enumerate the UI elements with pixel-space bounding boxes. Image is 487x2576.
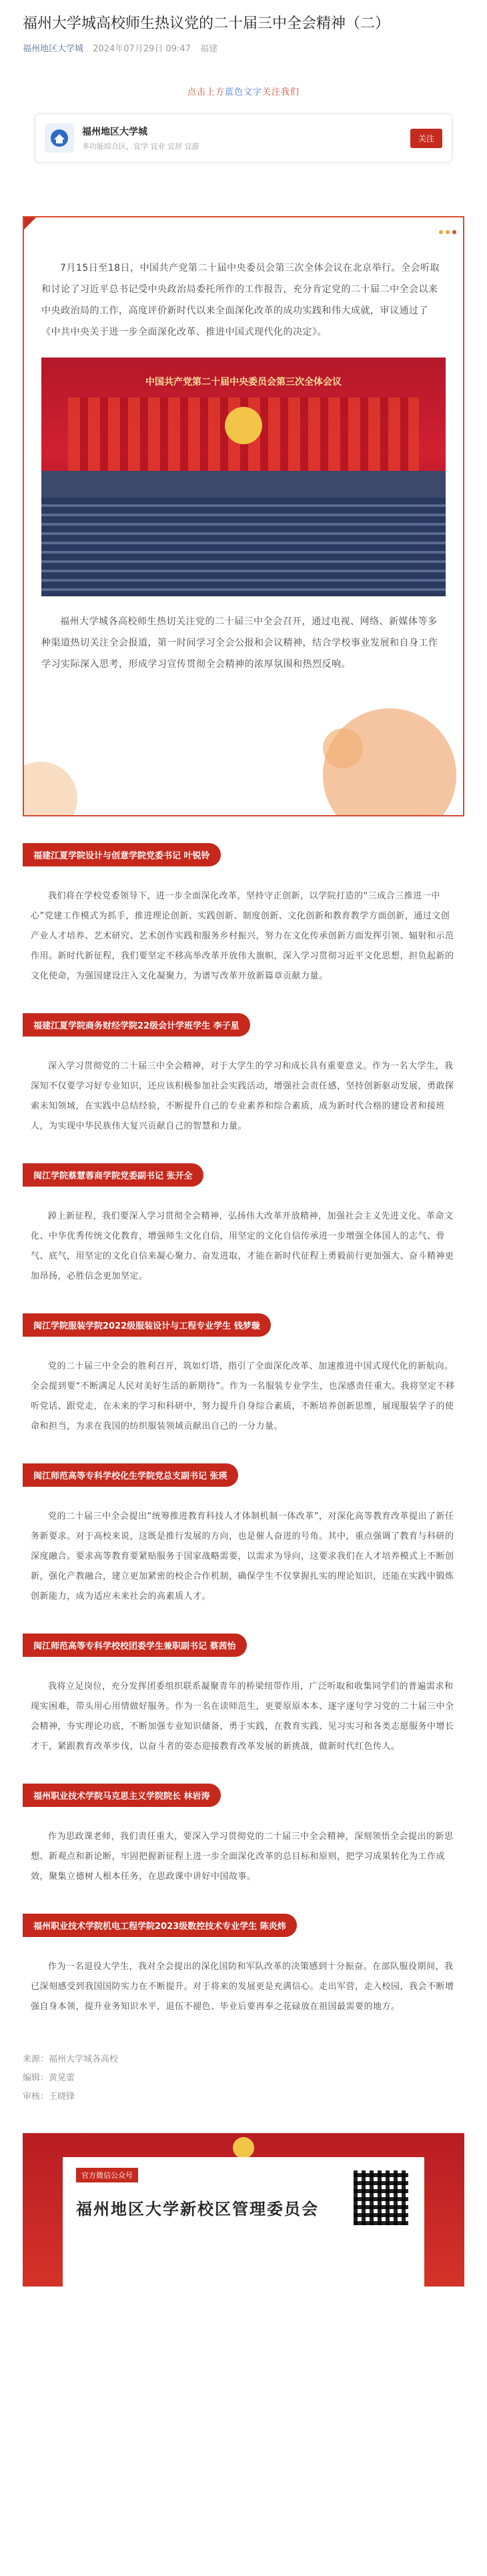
section-text: 踔上新征程，我们要深入学习贯彻全会精神，弘扬伟大改革开放精神，加强社会主义先进文化、革命文化、中华优秀传统文化教育，增强师生文化自信，用坚定的文化自信传承进一步增强全体国人的志气、骨气、底气，用坚定的文化自信来凝心聚力、奋发进取，才能在新时代征程上勇毅前行更加强大、奋斗精神更加昂扬，必胜信念更加坚定。	[31, 1211, 454, 1281]
card-corner-decoration	[23, 216, 37, 231]
section-speaker-tag: 福建江夏学院商务财经学院22级会计学班学生 李子星	[23, 1013, 250, 1037]
bottom-banner	[23, 2133, 464, 2287]
photo-audience	[41, 498, 446, 596]
section-2	[23, 1013, 464, 1137]
qr-code-icon[interactable]	[351, 2168, 411, 2228]
follow-hint-link[interactable]: 蓝色文字	[224, 87, 262, 97]
banner-title: 福州地区大学新校区管理委员会	[76, 2200, 319, 2218]
footer-editor: 编辑：黄晃蕾	[23, 2073, 75, 2083]
profile-name: 福州地区大学城	[82, 127, 147, 137]
banner-card	[63, 2157, 424, 2287]
section-8	[23, 1914, 464, 2017]
section-speaker-tag: 闽江学院蔡慧蓉商学院党委副书记 张开全	[23, 1163, 203, 1187]
photo-stage	[41, 471, 446, 498]
card-dots-decoration	[436, 224, 456, 237]
section-speaker-tag: 闽江师范高等专科学校化生学院党总支副书记 张瑛	[23, 1463, 238, 1487]
publish-date: 2024年07月29日 09:47	[93, 44, 191, 54]
section-3	[23, 1163, 464, 1287]
section-text: 深入学习贯彻党的二十届三中全会精神，对于大学生的学习和成长具有重要意义。作为一名大学生，我深知不仅要学习好专业知识，还应该积极参加社会实践活动，增强社会责任感，坚持创新驱动发展，勇敢探索未知领域，在实践中总结经验，不断提升自己的专业素养和综合素质，成为新时代合格的建设者和接班人，为实现中华民族伟大复兴贡献自己的智慧和力量。	[31, 1061, 454, 1131]
section-text: 党的二十届三中全会提出“统筹推进教育科技人才体制机制一体改革”，对深化高等教育改革提出了新任务新要求。对于高校来说，这既是推行发展的方向，也是催人奋进的号角。其中，重点强调了教育与科研的深度融合。要求高等教育要紧贴服务于国家战略需要，以需求为导向，这要求我们在人才培养模式上不断创新，强化产教融合，建立更加紧密的校企合作机制，确保学生不仅掌握扎实的理论知识，还能在实践中锻炼创新能力，成为适应未来社会的高素质人才。	[31, 1511, 454, 1601]
section-speaker-tag: 闽江师范高等专科学校校团委学生兼职副书记 蔡茜怡	[23, 1634, 247, 1657]
article-title: 福州大学城高校师生热议党的二十届三中全会精神（二）	[23, 15, 390, 32]
banner-emblem-icon	[233, 2137, 254, 2158]
section-1	[23, 843, 464, 987]
section-speaker-tag: 福州职业技术学院机电工程学院2023级数控技术专业学生 陈炎炜	[23, 1914, 297, 1937]
party-emblem-icon	[225, 407, 262, 444]
follow-hint-suffix: 关注我们	[262, 87, 300, 97]
follow-button[interactable]: 关注	[410, 129, 442, 148]
card-bottom-decoration	[24, 708, 463, 815]
section-4	[23, 1313, 464, 1437]
article-meta	[23, 41, 464, 54]
account-link[interactable]: 福州地区大学城	[23, 44, 84, 54]
intro-paragraph-2: 福州大学城各高校师生热切关注党的二十届三中全会召开，通过电视、网络、新媒体等多种渠道热切关注全会报道，第一时间学习全会公报和会议精神，结合学校事业发展和自身工作学习实际深入思考，形成学习宣传贯彻全会精神的浓厚氛围和热烈反响。	[41, 616, 438, 670]
meeting-photo	[41, 358, 446, 596]
section-text: 我们将在学校党委领导下，进一步全面深化改革，坚持守正创新，以学院打造的“三成合三推进一中心”党建工作模式为抓手，推进理论创新、实践创新、制度创新、文化创新和教育教学方面创新，通过文创产业人才培养、艺术研究、艺术创作实践和服务乡村振兴，努力在文化传承创新方面发挥引领、辐射和示范作用。新时代新征程，我们要坚定不移高举改革开放伟大旗帜，深入学习贯彻习近平文化思想，担负起新的文化使命，为强国建设注入文化凝聚力，为谱写改革开放新篇章贡献力量。	[31, 891, 454, 981]
profile-desc: 多功能综合区，宜学 宜业 宜居 宜游	[82, 142, 199, 151]
article-footer	[23, 2050, 464, 2106]
section-speaker-tag: 闽江学院服装学院2022级服装设计与工程专业学生 钱梦璇	[23, 1313, 271, 1337]
section-text: 作为一名退役大学生，我对全会提出的深化国防和军队改革的决策感到十分振奋。在部队服役期间，我已深刻感受到我国国防实力在不断提升。对于将来的发展更是充满信心。走出军营，走入校园，我会不断增强自身本领，提升业务知识水平，退伍不褪色、毕业后要再奉之花碌放在祖国最需要的地方。	[31, 1962, 454, 2012]
section-7	[23, 1784, 464, 1887]
section-speaker-tag: 福州职业技术学院马克思主义学院院长 林岩涛	[23, 1784, 221, 1807]
photo-banner-text: 中国共产党第二十届中央委员会第三次全体会议	[145, 377, 342, 388]
footer-source: 来源：福州大学城各高校	[23, 2054, 119, 2064]
section-text: 党的二十届三中全会的胜利召开，筑如灯塔，指引了全面深化改革、加速推进中国式现代化的新航向。全会提到要“不断满足人民对美好生活的新期待”。作为一名服装专业学生，也深感责任重大。我将坚定不移听党话、跟党走，在未来的学习和科研中，努力提升自身综合素质，不断培养创新思维，展现服装学子的使命和担当，为求在我国的纺织服装领域贡献出自己的一分力量。	[31, 1361, 455, 1431]
publish-location: 福建	[200, 44, 218, 54]
follow-hint-prefix: 点击上方	[187, 87, 225, 97]
follow-hint	[23, 85, 464, 97]
banner-tag: 官方微信公众号	[76, 2168, 138, 2182]
intro-paragraph-1: 7月15日至18日，中国共产党第二十届中央委员会第三次全体会议在北京举行。全会听取和讨论了习近平总书记受中央政治局委托所作的工作报告，充分肯定党的二十届二中全会以来中央政治局的工作，高度评价新时代以来全面深化改革的成功实践和伟大成就，审议通过了《中共中央关于进一步全面深化改革、推进中国式现代化的决定》。	[41, 263, 440, 338]
section-6	[23, 1634, 464, 1757]
intro-card	[23, 216, 464, 816]
section-text: 我将立足岗位，充分发挥团委组织联系凝聚青年的桥梁纽带作用，广泛听取和收集同学们的普遍需求和现实困难，带头用心用情做好服务。作为一名在读师范生，更要原原本本、逐字逐句学习党的二十届三中全会精神，夯实理论功底，不断加强专业知识储备，勇于实践，在教育实践、见习实习和各类志愿服务中增长才干，紧跟教育改革步伐，以奋斗者的姿态迎接教育改革发展的新挑战，做新时代红色传人。	[31, 1682, 454, 1752]
section-text: 作为思政课老师，我们责任重大，要深入学习贯彻党的二十届三中全会精神，深刻领悟全会提出的新思想、新观点和新论断，牢固把握新征程上进一步全面深化改革的总目标和原则，把学习成果转化为工作成效，聚集立德树人根本任务，在思政课中讲好中国故事。	[31, 1832, 454, 1882]
profile-card[interactable]	[35, 113, 452, 163]
account-logo-icon	[45, 123, 74, 153]
footer-reviewer: 审核：王晓锋	[23, 2092, 75, 2102]
profile-info	[82, 125, 410, 151]
section-speaker-tag: 福建江夏学院设计与创意学院党委书记 叶锐铃	[23, 843, 221, 866]
section-5	[23, 1463, 464, 1607]
